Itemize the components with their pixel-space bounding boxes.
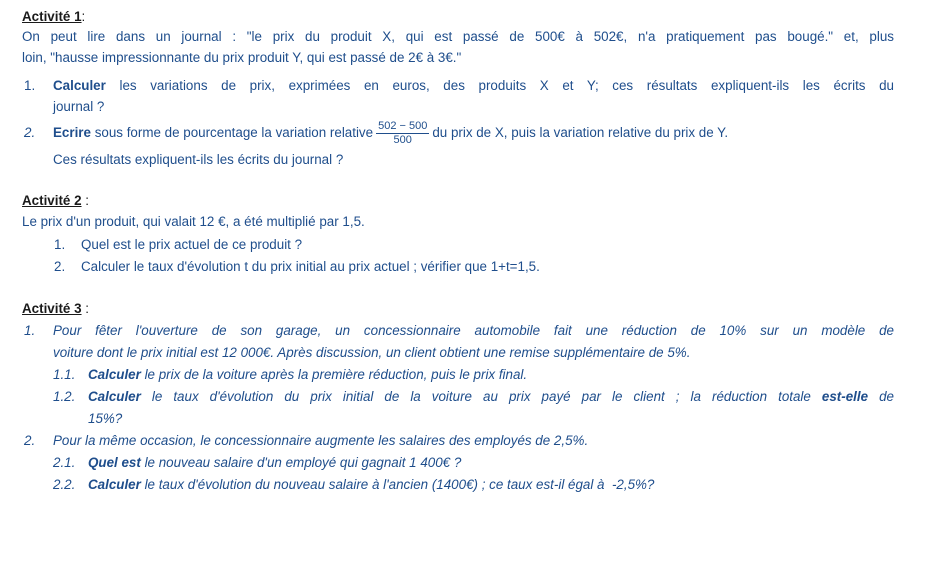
relative-variation-fraction bbox=[376, 120, 429, 147]
activity-3-s21-verb: Quel est bbox=[88, 455, 141, 470]
activity-3-p1-line2: voiture dont le prix initial est 12 000€. Après discussion, un client obtient une remise supplémentaire de 5%. bbox=[53, 345, 691, 360]
activity-2-intro: Le prix d'un produit, qui valait 12 €, a été multiplié par 1,5. bbox=[22, 214, 365, 229]
activity-1-intro-line2: loin, "hausse impressionnante du prix produit Y, qui est passé de 2€ à 3€." bbox=[22, 50, 462, 65]
activity-3-s11-text: le prix de la voiture après la première réduction, puis le prix final. bbox=[140, 367, 528, 382]
activity-1-intro-line1: On peut lire dans un journal : "le prix du produit X, qui est passé de 500€ à 502€, n'a pratiquement pas bougé." et, plus bbox=[22, 29, 894, 44]
activity-3-s22-text: le taux d'évolution du nouveau salaire à l'ancien (1400€) ; ce taux est-il égal à -2,5%? bbox=[140, 477, 655, 492]
activity-1-q2-line2: Ces résultats expliquent-ils les écrits du journal ? bbox=[53, 152, 344, 167]
activity-2-q2: Calculer le taux d'évolution t du prix initial au prix actuel ; vérifier que 1+t=1,5. bbox=[81, 259, 540, 274]
activity-3-s12-emph: est-elle bbox=[821, 389, 869, 404]
activity-1-title: Activité 1 bbox=[22, 9, 82, 24]
activity-3-s12-line2: 15%? bbox=[88, 411, 123, 426]
activity-1-q2-line1 bbox=[53, 116, 894, 150]
fraction-denominator: 500 bbox=[393, 133, 412, 146]
activity-1-q2-number: 2. bbox=[24, 125, 36, 140]
activity-3-s21 bbox=[88, 454, 461, 472]
activity-3-p1-line1: Pour fêter l'ouverture de son garage, un concessionnaire automobile fait une réduction de 10% sur un modèle de bbox=[53, 323, 894, 338]
activity-3-colon: : bbox=[81, 301, 89, 316]
activity-3-p2: Pour la même occasion, le concessionnaire augmente les salaires des employés de 2,5%. bbox=[53, 433, 589, 448]
activity-3-s22 bbox=[88, 476, 654, 494]
activity-1-q1-line2: journal ? bbox=[53, 99, 105, 114]
activity-3-s11-verb: Calculer bbox=[88, 367, 141, 382]
activity-3-s12-number: 1.2. bbox=[53, 389, 76, 404]
activity-3-p2-number: 2. bbox=[24, 433, 36, 448]
activity-1-q2-verb: Ecrire bbox=[53, 125, 91, 140]
activity-3-title: Activité 3 bbox=[22, 301, 82, 316]
activity-2-q2-number: 2. bbox=[54, 259, 66, 274]
activity-3-s12-text-b: de bbox=[868, 389, 894, 404]
activity-1-q1-number: 1. bbox=[24, 78, 36, 93]
activity-1-heading bbox=[22, 8, 85, 26]
activity-3-s21-text: le nouveau salaire d'un employé qui gagnait 1 400€ ? bbox=[140, 455, 462, 470]
activity-1-colon: : bbox=[81, 9, 86, 24]
activity-3-s12-verb: Calculer bbox=[88, 389, 141, 404]
activity-2-q1-number: 1. bbox=[54, 237, 66, 252]
activity-1-q2-text-a: sous forme de pourcentage la variation relative bbox=[90, 125, 374, 140]
activity-2-title: Activité 2 bbox=[22, 193, 82, 208]
fraction-numerator: 502 − 500 bbox=[378, 119, 428, 132]
activity-3-heading bbox=[22, 300, 89, 318]
activity-1-q1-verb: Calculer bbox=[53, 78, 106, 93]
activity-3-s11 bbox=[88, 366, 527, 384]
activity-1-q1-text: les variations de prix, exprimées en euros, des produits X et Y; ces résultats expliquent-ils les écrits du bbox=[105, 78, 894, 93]
activity-3-p1-number: 1. bbox=[24, 323, 36, 338]
activity-3-s12-text-a: le taux d'évolution du prix initial de la voiture au prix payé par le client ; la réduction totale bbox=[140, 389, 822, 404]
activity-2-heading bbox=[22, 192, 89, 210]
activity-3-s21-number: 2.1. bbox=[53, 455, 76, 470]
activity-1-q1-line1 bbox=[53, 77, 894, 95]
activity-3-s12-line1 bbox=[88, 388, 894, 406]
activity-3-s11-number: 1.1. bbox=[53, 367, 76, 382]
activity-1-q2-text-b: du prix de X, puis la variation relative du prix de Y. bbox=[432, 125, 729, 140]
activity-3-s22-verb: Calculer bbox=[88, 477, 141, 492]
activity-2-colon: : bbox=[81, 193, 89, 208]
activity-3-s22-number: 2.2. bbox=[53, 477, 76, 492]
activity-2-q1: Quel est le prix actuel de ce produit ? bbox=[81, 237, 303, 252]
